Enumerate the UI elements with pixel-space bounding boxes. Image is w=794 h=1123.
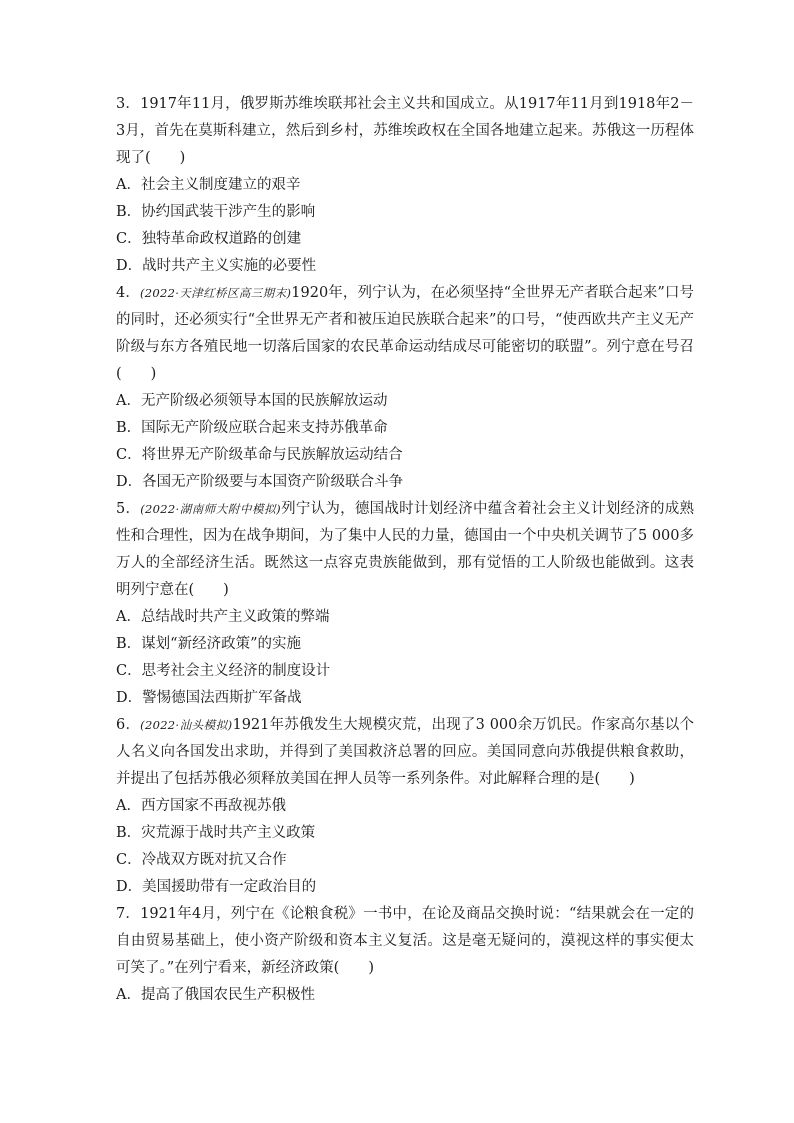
question-text: 1917年11月，俄罗斯苏维埃联邦社会主义共和国成立。从1917年11月到1918年2－3月，首先在莫斯科建立，然后到乡村，苏维埃政权在全国各地建立起来。苏俄这一历程体现了( ) <box>116 96 694 166</box>
question-6 <box>116 712 694 901</box>
question-text: 1921年苏俄发生大规模灾荒，出现了3 000余万饥民。作家高尔基以个人名义向各国发出求助，并得到了美国救济总署的回应。美国同意向苏俄提供粮食救助，并提出了包括苏俄必须释放美国在押人员等一系列条件。对此解释合理的是( ) <box>116 717 694 787</box>
question-stem <box>116 901 694 982</box>
question-text: 1921年4月，列宁在《论粮食税》一书中，在论及商品交换时说：“结果就会在一定的自由贸易基础上，使小资产阶级和资本主义复活。这是毫无疑问的，漠视这样的事实便太可笑了。”在列宁看来，新经济政策( ) <box>116 906 694 976</box>
question-source: (2022·汕头模拟) <box>140 718 233 732</box>
option-d: D．各国无产阶级要与本国资产阶级联合斗争 <box>116 474 404 490</box>
option-b: B．协约国武装干涉产生的影响 <box>116 204 316 220</box>
question-number: 6． <box>116 717 141 733</box>
option-a: A．无产阶级必须领导本国的民族解放运动 <box>116 393 388 409</box>
question-number: 4． <box>116 285 140 301</box>
option-c: C．将世界无产阶级革命与民族解放运动结合 <box>116 447 403 463</box>
question-5 <box>116 496 694 712</box>
option-b: B．灾荒源于战时共产主义政策 <box>116 825 316 841</box>
question-stem <box>116 91 694 172</box>
question-7 <box>116 901 694 1009</box>
question-source: (2022·湖南师大附中模拟) <box>140 502 281 516</box>
option-c: C．独特革命政权道路的创建 <box>116 231 302 247</box>
question-4 <box>116 280 694 496</box>
question-stem <box>116 280 694 388</box>
option-b: B．国际无产阶级应联合起来支持苏俄革命 <box>116 420 388 436</box>
option-a: A．提高了俄国农民生产积极性 <box>116 987 315 1003</box>
question-text: 1920年，列宁认为，在必须坚持“全世界无产者联合起来”口号的同时，还必须实行“全世界无产者和被压迫民族联合起来”的口号，“使西欧共产主义无产阶级与东方各殖民地一切落后国家的农民革命运动结成尽可能密切的联盟”。列宁意在号召( ) <box>116 285 694 382</box>
option-a: A．西方国家不再敌视苏俄 <box>116 798 286 814</box>
option-d: D．战时共产主义实施的必要性 <box>116 258 317 274</box>
option-a: A．总结战时共产主义政策的弊端 <box>116 609 330 625</box>
option-c: C．思考社会主义经济的制度设计 <box>116 663 331 679</box>
question-text: 列宁认为，德国战时计划经济中蕴含着社会主义计划经济的成熟性和合理性，因为在战争期间，为了集中人民的力量，德国由一个中央机关调节了5 000多万人的全部经济生活。既然这一点容克贵族能做到，那有觉悟的工人阶级也能做到。这表明列宁意在( ) <box>116 501 695 598</box>
question-number: 7． <box>116 906 141 922</box>
question-stem <box>116 712 694 793</box>
option-a: A．社会主义制度建立的艰辛 <box>116 177 301 193</box>
question-3 <box>116 91 694 280</box>
option-d: D．警惕德国法西斯扩军备战 <box>116 690 302 706</box>
option-d: D．美国援助带有一定政治目的 <box>116 879 317 895</box>
question-number: 5． <box>116 501 141 517</box>
option-c: C．冷战双方既对抗又合作 <box>116 852 287 868</box>
question-source: (2022·天津红桥区高三期末) <box>139 286 292 300</box>
question-stem <box>116 496 694 604</box>
option-b: B．谋划“新经济政策”的实施 <box>116 636 301 652</box>
question-number: 3． <box>116 96 141 112</box>
